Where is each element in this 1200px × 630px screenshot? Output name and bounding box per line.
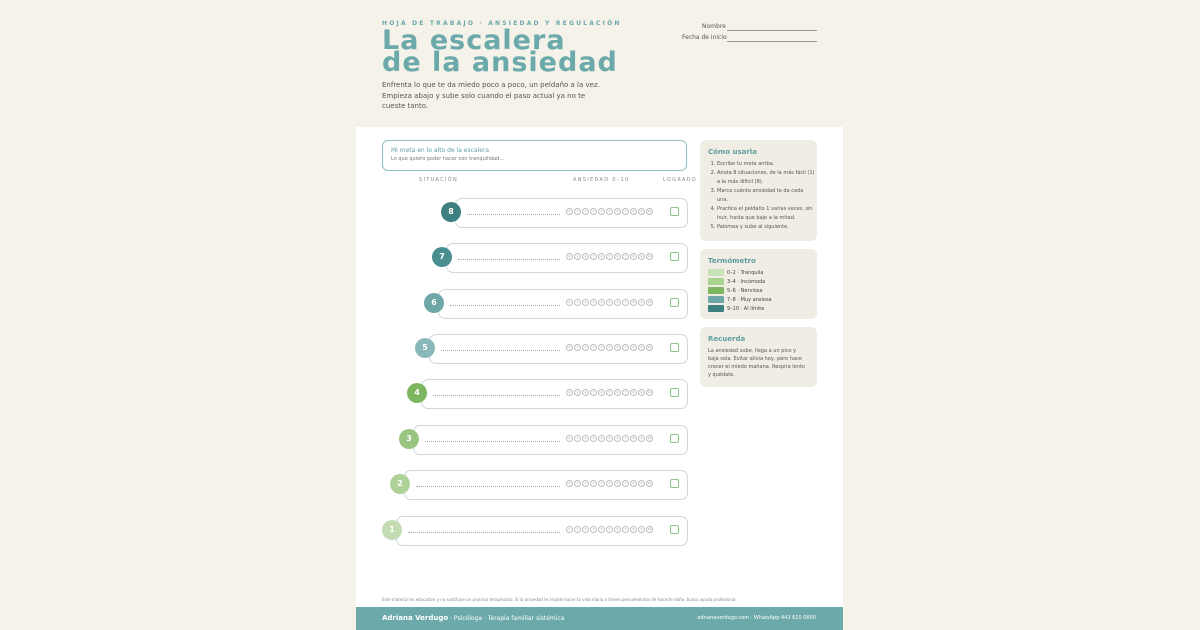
anxiety-option[interactable]: 1 (574, 253, 581, 260)
anxiety-option[interactable]: 8 (630, 480, 637, 487)
anxiety-option[interactable]: 10 (647, 345, 652, 349)
achieved-checkbox[interactable] (670, 298, 679, 307)
anxiety-option[interactable]: 0 (566, 526, 573, 533)
achieved-checkbox[interactable] (670, 434, 679, 443)
anxiety-option[interactable]: 1 (574, 526, 581, 533)
situation-line[interactable] (408, 532, 560, 533)
anxiety-option[interactable]: 4 (598, 344, 605, 351)
anxiety-option[interactable]: 5 (606, 389, 613, 396)
anxiety-option[interactable]: 6 (614, 253, 621, 260)
anxiety-option[interactable]: 3 (590, 208, 597, 215)
situation-line[interactable] (416, 486, 560, 487)
step-number-badge: 5 (415, 338, 435, 358)
anxiety-option[interactable]: 5 (606, 208, 613, 215)
step-number-badge: 6 (424, 293, 444, 313)
footer-contact[interactable]: adrianaverdugo.com · WhatsApp 443 610 0800 (697, 615, 816, 621)
anxiety-option[interactable]: 7 (622, 435, 629, 442)
anxiety-option[interactable]: 0 (566, 344, 573, 351)
anxiety-option[interactable]: 7 (622, 480, 629, 487)
anxiety-option[interactable]: 4 (598, 389, 605, 396)
anxiety-option[interactable]: 0 (566, 435, 573, 442)
footer-role: · Psicóloga · Terapia familiar sistémica (448, 615, 565, 622)
anxiety-option[interactable]: 3 (590, 435, 597, 442)
anxiety-option[interactable]: 7 (622, 526, 629, 533)
anxiety-option[interactable]: 4 (598, 435, 605, 442)
anxiety-option[interactable]: 7 (622, 253, 629, 260)
anxiety-option[interactable]: 6 (614, 480, 621, 487)
achieved-checkbox[interactable] (670, 252, 679, 261)
level-label: 5–6 · Nerviosa (727, 288, 763, 294)
anxiety-scale (566, 389, 653, 397)
start-date-field[interactable] (682, 34, 822, 41)
remember-text: La ansiedad sube, llega a un pico y baja sola. Evitar alivia hoy, pero hace crecer el miedo mañana. Respira lento y quédate. (708, 348, 805, 378)
anxiety-option[interactable]: 7 (622, 344, 629, 351)
anxiety-option[interactable]: 0 (566, 208, 573, 215)
anxiety-option[interactable]: 7 (622, 299, 629, 306)
situation-line[interactable] (467, 214, 560, 215)
anxiety-option[interactable]: 5 (606, 480, 613, 487)
anxiety-option[interactable]: 6 (614, 435, 621, 442)
anxiety-option[interactable]: 10 (647, 300, 652, 304)
anxiety-option[interactable]: 2 (582, 344, 589, 351)
achieved-checkbox[interactable] (670, 207, 679, 216)
anxiety-option[interactable]: 9 (638, 253, 645, 260)
how-to-item: 2. Anota 8 situaciones, de la más fácil (1) a la más difícil (8). (717, 169, 815, 187)
anxiety-scale (566, 208, 653, 216)
anxiety-option[interactable]: 4 (598, 299, 605, 306)
achieved-checkbox[interactable] (670, 525, 679, 534)
anxiety-option[interactable]: 9 (638, 389, 645, 396)
anxiety-option[interactable]: 3 (590, 253, 597, 260)
anxiety-option[interactable]: 4 (598, 526, 605, 533)
achieved-checkbox[interactable] (670, 388, 679, 397)
anxiety-option[interactable]: 0 (566, 480, 573, 487)
anxiety-option[interactable]: 10 (647, 436, 652, 440)
anxiety-option[interactable]: 2 (582, 299, 589, 306)
goal-label: Mi meta en lo alto de la escalera (391, 147, 490, 154)
ladder-step (356, 516, 843, 546)
anxiety-option[interactable]: 1 (574, 299, 581, 306)
anxiety-option[interactable]: 5 (606, 299, 613, 306)
footer-name: Adriana Verdugo (382, 614, 449, 622)
title-line-2: de la ansiedad (382, 47, 618, 78)
anxiety-option[interactable]: 6 (614, 344, 621, 351)
level-swatch (708, 269, 724, 276)
anxiety-option[interactable]: 4 (598, 208, 605, 215)
achieved-checkbox[interactable] (670, 343, 679, 352)
anxiety-option[interactable]: 8 (630, 389, 637, 396)
anxiety-option[interactable]: 1 (574, 435, 581, 442)
level-label: 9–10 · Al límite (727, 306, 765, 312)
level-label: 0–2 · Tranquila (727, 270, 764, 276)
anxiety-option[interactable]: 3 (590, 526, 597, 533)
start-date-line[interactable] (727, 41, 817, 42)
how-to-item: 1. Escribe tu meta arriba. (717, 160, 815, 169)
anxiety-option[interactable]: 0 (566, 389, 573, 396)
anxiety-option[interactable]: 10 (647, 254, 652, 258)
anxiety-option[interactable]: 3 (590, 344, 597, 351)
level-label: 3–4 · Incómoda (727, 279, 766, 285)
anxiety-option[interactable]: 8 (630, 253, 637, 260)
start-date-label: Fecha de inicio (682, 34, 727, 41)
anxiety-option[interactable]: 2 (582, 435, 589, 442)
level-label: 7–8 · Muy ansiosa (727, 297, 772, 303)
step-number-badge: 3 (399, 429, 419, 449)
anxiety-scale (566, 299, 653, 307)
anxiety-option[interactable]: 2 (582, 208, 589, 215)
anxiety-option[interactable]: 1 (574, 208, 581, 215)
name-line[interactable] (727, 30, 817, 31)
anxiety-scale (566, 480, 653, 488)
ladder-step (356, 470, 843, 500)
anxiety-option[interactable]: 8 (630, 344, 637, 351)
anxiety-option[interactable]: 1 (574, 389, 581, 396)
anxiety-option[interactable]: 7 (622, 208, 629, 215)
anxiety-option[interactable]: 2 (582, 389, 589, 396)
anxiety-option[interactable]: 8 (630, 435, 637, 442)
anxiety-scale (566, 344, 653, 352)
anxiety-option[interactable]: 1 (574, 344, 581, 351)
step-number-badge: 1 (382, 520, 402, 540)
anxiety-option[interactable]: 0 (566, 299, 573, 306)
anxiety-option[interactable]: 9 (638, 299, 645, 306)
anxiety-option[interactable]: 8 (630, 208, 637, 215)
anxiety-option[interactable]: 7 (622, 389, 629, 396)
thermometer-card (700, 249, 817, 319)
anxiety-option[interactable]: 6 (614, 389, 621, 396)
step-number-badge: 8 (441, 202, 461, 222)
column-achieved: LOGRADO (663, 177, 697, 183)
step-number-badge: 2 (390, 474, 410, 494)
how-to-item: 3. Marca cuánta ansiedad te da cada una. (717, 187, 815, 205)
anxiety-option[interactable]: 3 (590, 299, 597, 306)
anxiety-option[interactable]: 5 (606, 253, 613, 260)
anxiety-option[interactable]: 6 (614, 526, 621, 533)
name-label: Nombre (702, 23, 726, 30)
anxiety-option[interactable]: 3 (590, 480, 597, 487)
situation-line[interactable] (425, 441, 560, 442)
step-number-badge: 7 (432, 247, 452, 267)
anxiety-option[interactable]: 10 (647, 527, 652, 531)
anxiety-option[interactable]: 2 (582, 480, 589, 487)
remember-card (700, 327, 817, 387)
footer-author (382, 614, 564, 622)
anxiety-option[interactable]: 0 (566, 253, 573, 260)
achieved-checkbox[interactable] (670, 479, 679, 488)
anxiety-option[interactable]: 9 (638, 480, 645, 487)
anxiety-option[interactable]: 3 (590, 389, 597, 396)
column-anxiety: ANSIEDAD 0–10 (573, 177, 630, 183)
how-to-card (700, 140, 817, 241)
anxiety-option[interactable]: 8 (630, 299, 637, 306)
intro-text: Enfrenta lo que te da miedo poco a poco, un peldaño a la vez. Empieza abajo y sube solo cuando el paso actual ya no te cueste tanto. (382, 81, 600, 110)
thermometer-title: Termómetro (708, 257, 756, 265)
title-line-1: La escalera (382, 25, 566, 56)
anxiety-option[interactable]: 9 (638, 344, 645, 351)
anxiety-option[interactable]: 8 (630, 526, 637, 533)
level-swatch (708, 305, 724, 312)
anxiety-option[interactable]: 9 (638, 526, 645, 533)
anxiety-scale (566, 435, 653, 443)
anxiety-option[interactable]: 9 (638, 208, 645, 215)
footer (356, 607, 843, 630)
anxiety-option[interactable]: 5 (606, 344, 613, 351)
anxiety-option[interactable]: 6 (614, 299, 621, 306)
remember-title: Recuerda (708, 335, 746, 343)
situation-line[interactable] (458, 259, 560, 260)
disclaimer: Este material es educativo y no sustituye un proceso terapéutico. Si la ansiedad te impide hacer tu vida diaria o tienes pensamientos de hacerte daño, busca ayuda profesional. (382, 597, 737, 602)
page-title (382, 25, 618, 78)
level-swatch (708, 278, 724, 285)
how-to-item: 5. Palomea y sube al siguiente. (717, 223, 815, 232)
anxiety-option[interactable]: 4 (598, 253, 605, 260)
anxiety-option[interactable]: 9 (638, 435, 645, 442)
level-swatch (708, 287, 724, 294)
goal-input[interactable] (391, 156, 671, 162)
anxiety-scale (566, 526, 653, 534)
ladder-step (356, 425, 843, 455)
situation-line[interactable] (433, 395, 560, 396)
anxiety-option[interactable]: 4 (598, 480, 605, 487)
step-number-badge: 4 (407, 383, 427, 403)
anxiety-scale (566, 253, 653, 261)
level-swatch (708, 296, 724, 303)
how-to-list (708, 160, 815, 232)
how-to-item: 4. Practica el peldaño 1 varias veces, sin huir, hasta que baje a la mitad. (717, 205, 815, 223)
column-situation: SITUACIÓN (419, 177, 459, 183)
how-to-title: Cómo usarla (708, 148, 757, 156)
situation-line[interactable] (450, 305, 560, 306)
goal-box[interactable] (382, 140, 687, 171)
anxiety-option[interactable]: 1 (574, 480, 581, 487)
anxiety-option[interactable]: 5 (606, 526, 613, 533)
anxiety-option[interactable]: 6 (614, 208, 621, 215)
worksheet-eyebrow: HOJA DE TRABAJO · ANSIEDAD Y REGULACIÓN (382, 20, 622, 27)
situation-line[interactable] (441, 350, 560, 351)
anxiety-option[interactable]: 5 (606, 435, 613, 442)
anxiety-option[interactable]: 10 (647, 209, 652, 213)
anxiety-option[interactable]: 10 (647, 481, 652, 485)
anxiety-option[interactable]: 10 (647, 390, 652, 394)
anxiety-option[interactable]: 2 (582, 526, 589, 533)
anxiety-option[interactable]: 2 (582, 253, 589, 260)
